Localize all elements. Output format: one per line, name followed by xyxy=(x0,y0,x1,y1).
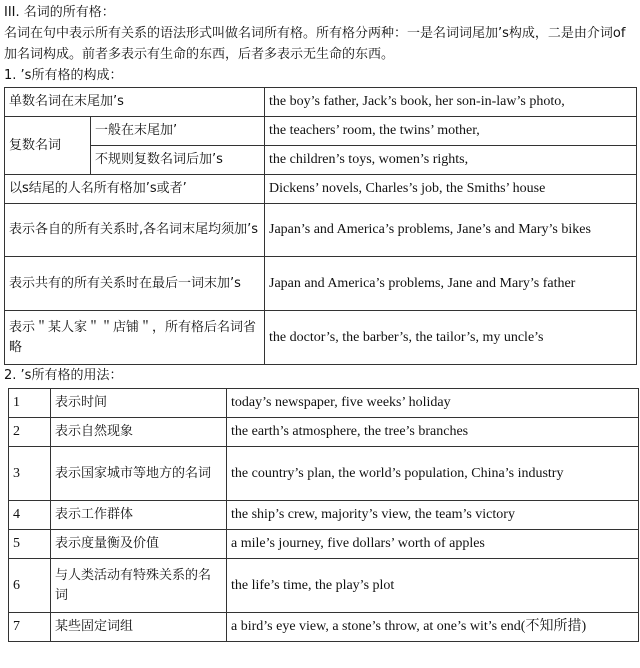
row-number-cell: 5 xyxy=(9,530,51,559)
example-cell: the life’s time, the play’s plot xyxy=(227,559,639,613)
rule-cell: 一般在末尾加’ xyxy=(91,117,265,146)
usage-table xyxy=(8,388,639,642)
example-cell: today’s newspaper, five weeks’ holiday xyxy=(227,389,639,418)
rule-cell: 以s结尾的人名所有格加’s或者’ xyxy=(5,175,265,204)
table-row xyxy=(5,117,637,146)
example-cell: the country’s plan, the world’s population, China’s industry xyxy=(227,447,639,501)
example-cell: the earth’s atmosphere, the tree’s branches xyxy=(227,418,639,447)
rule-cell: 表示各自的所有关系时,各名词末尾均须加’s xyxy=(5,204,265,257)
table-row xyxy=(9,530,639,559)
row-number-cell: 2 xyxy=(9,418,51,447)
row-number-cell: 1 xyxy=(9,389,51,418)
example-cell: a mile’s journey, five dollars’ worth of apples xyxy=(227,530,639,559)
table-row xyxy=(9,389,639,418)
table-row xyxy=(5,88,637,117)
rule-cell: 表示共有的所有关系时在最后一词末加’s xyxy=(5,257,265,311)
row-number-cell: 3 xyxy=(9,447,51,501)
rule-cell: 不规则复数名词后加’s xyxy=(91,146,265,175)
usage-cell: 表示自然现象 xyxy=(51,418,227,447)
row-number-cell: 7 xyxy=(9,613,51,642)
plural-label-cell: 复数名词 xyxy=(5,117,91,175)
rule-cell: 单数名词在末尾加’s xyxy=(5,88,265,117)
example-cell: the boy’s father, Jack’s book, her son-in-law’s photo, xyxy=(265,88,637,117)
usage-cell: 表示工作群体 xyxy=(51,501,227,530)
usage-cell: 表示度量衡及价值 xyxy=(51,530,227,559)
rule-cell: 表示＂某人家＂＂店铺＂，所有格后名词省略 xyxy=(5,311,265,365)
example-cell: Japan and America’s problems, Jane and Mary’s father xyxy=(265,257,637,311)
table-row xyxy=(9,559,639,613)
example-cell: the doctor’s, the barber’s, the tailor’s, my uncle’s xyxy=(265,311,637,365)
table-row xyxy=(5,146,637,175)
table-row xyxy=(5,311,637,365)
usage-cell: 与人类活动有特殊关系的名词 xyxy=(51,559,227,613)
example-cell: a bird’s eye view, a stone’s throw, at one’s wit’s end(不知所措) xyxy=(227,613,639,642)
section2-title: 2. ’s所有格的用法： xyxy=(4,368,123,383)
example-cell: the ship’s crew, majority’s view, the team’s victory xyxy=(227,501,639,530)
usage-cell: 表示国家城市等地方的名词 xyxy=(51,447,227,501)
usage-cell: 表示时间 xyxy=(51,389,227,418)
table-row xyxy=(9,613,639,642)
row-number-cell: 6 xyxy=(9,559,51,613)
table-row xyxy=(9,418,639,447)
table-row xyxy=(9,447,639,501)
section1-title: 1. ’s所有格的构成： xyxy=(4,68,123,83)
section-heading: III. 名词的所有格： xyxy=(4,5,115,20)
example-cell: the children’s toys, women’s rights, xyxy=(265,146,637,175)
row-number-cell: 4 xyxy=(9,501,51,530)
example-cell: the teachers’ room, the twins’ mother, xyxy=(265,117,637,146)
table-row xyxy=(9,501,639,530)
formation-table xyxy=(4,87,637,365)
usage-cell: 某些固定词组 xyxy=(51,613,227,642)
example-cell: Japan’s and America’s problems, Jane’s and Mary’s bikes xyxy=(265,204,637,257)
table-row xyxy=(5,257,637,311)
intro-paragraph: 名词在句中表示所有关系的语法形式叫做名词所有格。所有格分两种：一是名词词尾加’s构成，二是由介词of加名词构成。前者多表示有生命的东西，后者多表示无生命的东西。 xyxy=(4,26,626,62)
table-row xyxy=(5,204,637,257)
example-cell: Dickens’ novels, Charles’s job, the Smiths’ house xyxy=(265,175,637,204)
table-row xyxy=(5,175,637,204)
